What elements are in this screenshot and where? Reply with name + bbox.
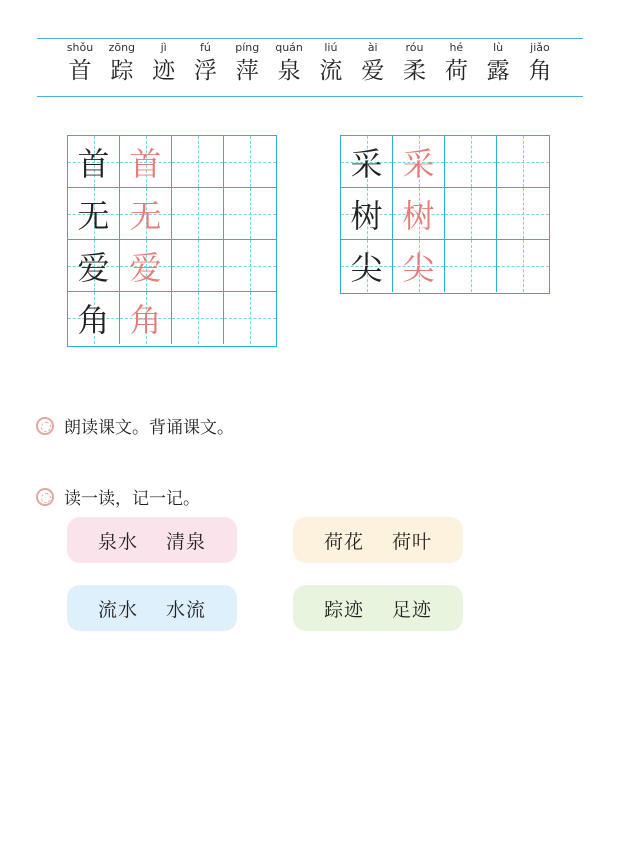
grid-cell-model: 树	[341, 188, 393, 240]
char-item	[185, 40, 225, 90]
grid-row	[341, 240, 549, 292]
task-read-remember	[36, 484, 200, 509]
grid-cell-blank[interactable]	[224, 136, 276, 188]
grid-cell-trace: 尖	[393, 240, 445, 292]
word: 荷叶	[392, 530, 433, 553]
word: 荷花	[323, 530, 364, 553]
grid-row	[68, 240, 276, 292]
grid-row	[68, 136, 276, 188]
grid-cell-blank[interactable]	[172, 240, 224, 292]
word-pair-card	[67, 517, 237, 563]
char-item	[269, 40, 309, 90]
pinyin: róu	[405, 41, 424, 54]
grid-row	[68, 188, 276, 240]
word: 清泉	[166, 530, 207, 553]
pinyin: quán	[275, 41, 303, 54]
char-item	[102, 40, 142, 90]
pinyin: lù	[493, 41, 504, 54]
grid-cell-blank[interactable]	[445, 240, 497, 292]
char-item	[60, 40, 100, 90]
grid-cell-trace: 首	[120, 136, 172, 188]
bottom-rule	[37, 96, 583, 97]
char-item	[478, 40, 518, 90]
char-item	[144, 40, 184, 90]
top-rule	[37, 38, 583, 39]
pinyin: píng	[235, 41, 260, 54]
word: 流水	[97, 598, 138, 621]
grid-cell-model: 首	[68, 136, 120, 188]
grid-row	[341, 136, 549, 188]
grid-cell-trace: 无	[120, 188, 172, 240]
grid-cell-blank[interactable]	[172, 136, 224, 188]
character: 浮	[193, 58, 217, 84]
grid-cell-model: 尖	[341, 240, 393, 292]
grid-cell-trace: 爱	[120, 240, 172, 292]
pinyin: jiǎo	[530, 41, 550, 54]
pinyin: liú	[324, 41, 338, 54]
word: 踪迹	[323, 598, 364, 621]
word-pair-card	[67, 585, 237, 631]
task-read-aloud	[36, 413, 234, 438]
grid-cell-model: 采	[341, 136, 393, 188]
char-item	[436, 40, 476, 90]
writing-grid-right	[340, 135, 550, 294]
char-item	[520, 40, 560, 90]
char-item	[227, 40, 267, 90]
grid-cell-blank[interactable]	[224, 188, 276, 240]
word: 水流	[166, 598, 207, 621]
character: 迹	[152, 58, 176, 84]
character: 荷	[444, 58, 468, 84]
grid-cell-trace: 树	[393, 188, 445, 240]
seal-icon	[36, 488, 54, 506]
grid-cell-trace: 采	[393, 136, 445, 188]
character: 角	[528, 58, 552, 84]
grid-cell-blank[interactable]	[445, 188, 497, 240]
grid-cell-blank[interactable]	[224, 240, 276, 292]
character: 首	[68, 58, 92, 84]
character: 泉	[277, 58, 301, 84]
grid-cell-model: 爱	[68, 240, 120, 292]
word-pair-card	[293, 517, 463, 563]
char-item	[353, 40, 393, 90]
char-item	[311, 40, 351, 90]
pinyin: jì	[160, 41, 167, 54]
pinyin: hé	[449, 41, 464, 54]
grid-cell-blank[interactable]	[224, 292, 276, 344]
character: 柔	[403, 58, 426, 84]
pinyin: shǒu	[66, 41, 94, 54]
pinyin: ài	[367, 41, 378, 54]
grid-cell-blank[interactable]	[497, 136, 549, 188]
task-text: 读一读，记一记。	[64, 489, 200, 509]
writing-grid-left	[67, 135, 277, 347]
grid-cell-blank[interactable]	[445, 136, 497, 188]
character: 踪	[110, 58, 134, 84]
pinyin: zōng	[108, 41, 136, 54]
character: 露	[486, 58, 510, 84]
new-characters-strip	[60, 40, 560, 90]
grid-cell-blank[interactable]	[497, 240, 549, 292]
word: 足迹	[392, 598, 433, 621]
character: 爱	[361, 58, 385, 84]
word-pair-card	[293, 585, 463, 631]
grid-cell-blank[interactable]	[172, 292, 224, 344]
grid-cell-model: 角	[68, 292, 120, 344]
grid-row	[341, 188, 549, 240]
char-item	[395, 40, 435, 90]
word: 泉水	[97, 530, 138, 553]
grid-row	[68, 292, 276, 344]
seal-icon	[36, 417, 54, 435]
grid-cell-model: 无	[68, 188, 120, 240]
task-text: 朗读课文。背诵课文。	[64, 418, 234, 438]
grid-cell-trace: 角	[120, 292, 172, 344]
character: 流	[319, 58, 343, 84]
grid-cell-blank[interactable]	[497, 188, 549, 240]
pinyin: fú	[200, 41, 211, 54]
character: 萍	[235, 58, 259, 84]
grid-cell-blank[interactable]	[172, 188, 224, 240]
